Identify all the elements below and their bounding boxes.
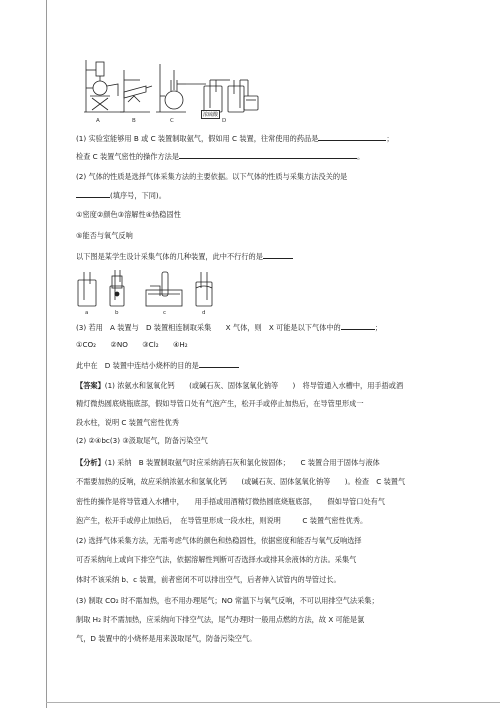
analysis-line9: 制取 H₂ 时不需加热，应采纳向下排空气法，尾气办理时一般用点燃的方法，故 X 可能是氯 <box>76 615 365 624</box>
figure-label-d: D <box>222 118 227 124</box>
apparatus-c-drawing <box>156 64 186 112</box>
apparatus-a-drawing <box>84 60 124 112</box>
q1-blank-reagents[interactable] <box>318 133 386 141</box>
q2-options-2: ⑤能否与氧气反响 <box>76 231 133 240</box>
mid-label-d: d <box>202 310 206 316</box>
mid-label-b: b <box>115 310 119 316</box>
analysis-line8: (3) 制取 CO₂ 时不需加热，也不用办理尾气；NO 常温下与氧气反响，不可以用排空气法采集； <box>76 596 379 605</box>
q2-line2: (填序号，下同)。 <box>76 190 166 200</box>
mid-label-c: c <box>163 310 167 316</box>
q1-line2: 检查 C 装置气密性的操作方法是 。 <box>76 152 365 161</box>
q2-options-1: ①密度②颜色③溶解性④热稳固性 <box>76 210 181 219</box>
q2-line1: (2) 气体的性质是选择气体采集方法的主要依据。以下气体的性质与采集方法没关的是 <box>76 172 348 181</box>
q3-blank-purpose[interactable] <box>199 360 239 368</box>
analysis-line10: 气，D 装置中的小烧杯是用来汲取尾气，防备污染空气。 <box>76 634 257 643</box>
q3-line2: 此中在 D 装置中连结小烧杯的目的是 <box>76 360 239 370</box>
figure-label-c: C <box>170 118 174 124</box>
answer-line3: 段水柱，说明 C 装置气密性优秀 <box>76 418 180 427</box>
apparatus-d-mid <box>196 272 212 306</box>
apparatus-b-drawing <box>120 70 152 112</box>
analysis-line6: 可否采纳向上或向下排空气法，依据溶解性判断可否选择水或排其余液体的方法。采集气 <box>76 555 357 564</box>
mid-label-a: a <box>85 310 89 316</box>
analysis-line5: (2) 选择气体采集方法，无需考虑气体的颜色和热稳固性，依据密度和能否与氧气反响选择 <box>76 536 362 545</box>
q2-line3: 以下图是某学生设计采集气体的几种装置，此中不行行的是 <box>76 251 293 261</box>
apparatus-c-mid <box>146 272 182 306</box>
apparatus-d-drawing <box>186 80 258 112</box>
answer-line4: (2) ②④bc(3) ③汲取尾气，防备污染空气 <box>76 436 208 445</box>
analysis-line7: 体时不该采纳 b、c 装置，前者密闭不可以排出空气，后者伸入试管内的导管过长。 <box>76 575 341 584</box>
q3-options: ①CO₂ ②NO ③Cl₂ ④H₂ <box>76 340 188 349</box>
answer-line2: 精灯微热圆底烧瓶底部，假如导管口处有气泡产生，松开手或停止加热后，在导管里形成一 <box>76 399 364 408</box>
figure-label-b: B <box>132 118 136 124</box>
q2-blank-infeasible[interactable] <box>263 251 293 259</box>
margin-line <box>46 0 47 708</box>
q1-blank-airtightness[interactable] <box>179 151 357 159</box>
analysis-line3: 密性的操作是将导管通入水槽中， 用手捂或用酒精灯微热圆底烧瓶底部， 假如导管口处有气 <box>76 497 386 506</box>
analysis-line4: 泡产生，松开手或停止加热后， 在导管里形成一段水柱，则说明 C 装置气密性优秀。 <box>76 516 368 525</box>
answer-line1: 【答案】(1) 浓氨水和氢氧化钙 (或碱石灰、固体氢氧化钠等 ) 将导管通入水槽中，用手捂或酒 <box>76 381 404 390</box>
q3-line1: (3) 若用 A 装置与 D 装置相连制取采集 X 气体，则 X 可能是以下气体中的 ； <box>76 323 382 332</box>
q3-blank-gas[interactable] <box>341 322 375 330</box>
conc-sulfuric-acid-label: 浓硫酸 <box>203 112 219 118</box>
analysis-line2: 不需要加热的反响，故应采纳浓氨水和氢氧化钙 (或碱石灰、固体氢氧化钠等 )。检查 C 装置气 <box>76 477 406 486</box>
figure-label-a: A <box>96 118 100 124</box>
apparatus-a-mid <box>78 272 96 306</box>
q2-blank-unrelated[interactable] <box>76 190 110 198</box>
q1-line1: (1) 实验室能够用 B 或 C 装置制取氨气，假如用 C 装置，往常使用的药品是 ； <box>76 134 394 143</box>
apparatus-b-mid <box>110 270 124 306</box>
analysis-line1: 【分析】(1) 采纳 B 装置制取氨气时应采纳消石灰和氯化铵固体； C 装置合用于固体与液体 <box>76 458 380 467</box>
bottom-line <box>46 702 500 703</box>
